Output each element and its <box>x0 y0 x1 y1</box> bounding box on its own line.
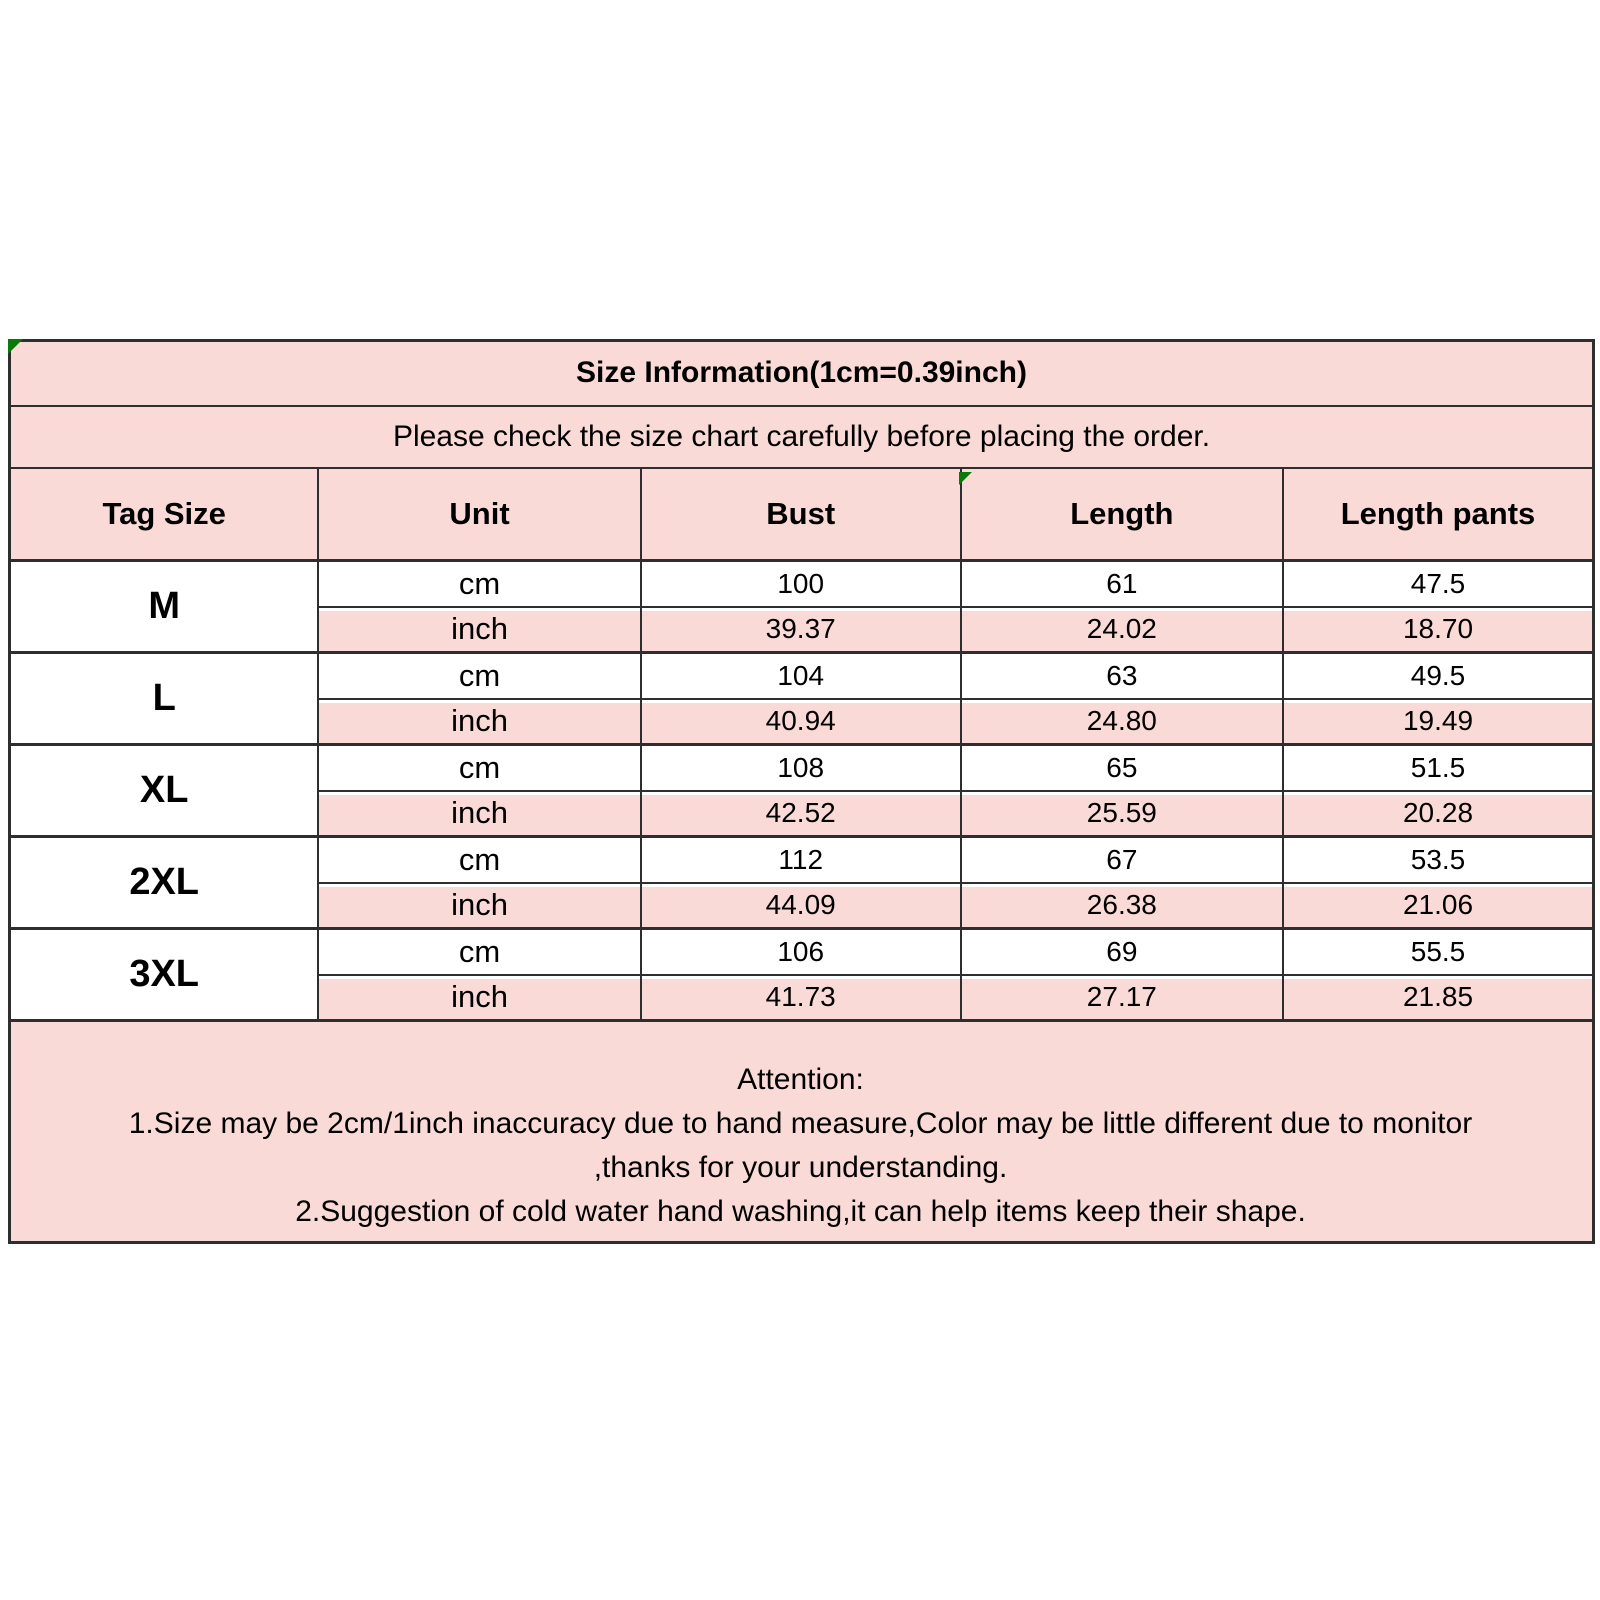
tag-size-xl: XL <box>10 745 319 837</box>
unit-label-inch: inch <box>318 791 640 837</box>
value-3xl-length-cm: 69 <box>961 929 1283 975</box>
value-2xl-bust-inch: 44.09 <box>641 883 961 929</box>
value-xl-bust-cm: 108 <box>641 745 961 791</box>
unit-label-inch: inch <box>318 607 640 653</box>
col-header-length-pants: Length pants <box>1283 468 1593 561</box>
unit-label-cm: cm <box>318 653 640 699</box>
value-m-length-inch: 24.02 <box>961 607 1283 653</box>
attention-line-2: 2.Suggestion of cold water hand washing,it can help items keep their shape. <box>295 1194 1306 1228</box>
value-xl-lengthpants-inch: 20.28 <box>1283 791 1593 837</box>
value-m-bust-inch: 39.37 <box>641 607 961 653</box>
table-row-m-cm <box>10 561 1594 607</box>
value-2xl-bust-cm: 112 <box>641 837 961 883</box>
col-header-bust: Bust <box>641 468 961 561</box>
table-row-l-cm <box>10 653 1594 699</box>
attention-line-1-cont: ,thanks for your understanding. <box>593 1150 1008 1184</box>
value-m-length-cm: 61 <box>961 561 1283 607</box>
unit-label-cm: cm <box>318 929 640 975</box>
table-title: Size Information(1cm=0.39inch) <box>10 341 1594 406</box>
value-l-bust-inch: 40.94 <box>641 699 961 745</box>
unit-label-cm: cm <box>318 837 640 883</box>
value-xl-length-cm: 65 <box>961 745 1283 791</box>
value-xl-length-inch: 25.59 <box>961 791 1283 837</box>
value-3xl-bust-inch: 41.73 <box>641 975 961 1021</box>
value-2xl-lengthpants-inch: 21.06 <box>1283 883 1593 929</box>
unit-label-inch: inch <box>318 699 640 745</box>
unit-label-inch: inch <box>318 975 640 1021</box>
table-subtitle: Please check the size chart carefully before placing the order. <box>10 406 1594 468</box>
value-l-length-inch: 24.80 <box>961 699 1283 745</box>
value-3xl-length-inch: 27.17 <box>961 975 1283 1021</box>
col-header-tag-size: Tag Size <box>10 468 319 561</box>
unit-label-cm: cm <box>318 561 640 607</box>
value-2xl-length-cm: 67 <box>961 837 1283 883</box>
unit-label-cm: cm <box>318 745 640 791</box>
green-corner-marker-icon <box>8 339 23 354</box>
value-l-lengthpants-cm: 49.5 <box>1283 653 1593 699</box>
value-2xl-lengthpants-cm: 53.5 <box>1283 837 1593 883</box>
attention-heading: Attention: <box>737 1062 864 1096</box>
green-cell-marker-icon <box>959 472 972 485</box>
tag-size-2xl: 2XL <box>10 837 319 929</box>
value-3xl-bust-cm: 106 <box>641 929 961 975</box>
value-xl-bust-inch: 42.52 <box>641 791 961 837</box>
tag-size-l: L <box>10 653 319 745</box>
value-3xl-lengthpants-inch: 21.85 <box>1283 975 1593 1021</box>
size-table <box>8 339 1595 1244</box>
col-header-length: Length <box>961 468 1283 561</box>
value-m-lengthpants-inch: 18.70 <box>1283 607 1593 653</box>
value-xl-lengthpants-cm: 51.5 <box>1283 745 1593 791</box>
value-3xl-lengthpants-cm: 55.5 <box>1283 929 1593 975</box>
attention-row <box>10 1021 1594 1243</box>
col-header-unit: Unit <box>318 468 640 561</box>
subtitle-row <box>10 406 1594 468</box>
value-m-lengthpants-cm: 47.5 <box>1283 561 1593 607</box>
tag-size-m: M <box>10 561 319 653</box>
value-l-bust-cm: 104 <box>641 653 961 699</box>
size-chart <box>8 339 1595 1244</box>
unit-label-inch: inch <box>318 883 640 929</box>
value-m-bust-cm: 100 <box>641 561 961 607</box>
value-l-lengthpants-inch: 19.49 <box>1283 699 1593 745</box>
table-row-3xl-cm <box>10 929 1594 975</box>
title-row <box>10 341 1594 406</box>
value-2xl-length-inch: 26.38 <box>961 883 1283 929</box>
value-l-length-cm: 63 <box>961 653 1283 699</box>
attention-line-1: 1.Size may be 2cm/1inch inaccuracy due to hand measure,Color may be little different due to monitor <box>128 1106 1473 1140</box>
column-header-row <box>10 468 1594 561</box>
tag-size-3xl: 3XL <box>10 929 319 1021</box>
attention-note <box>10 1021 1594 1243</box>
table-row-2xl-cm <box>10 837 1594 883</box>
table-row-xl-cm <box>10 745 1594 791</box>
